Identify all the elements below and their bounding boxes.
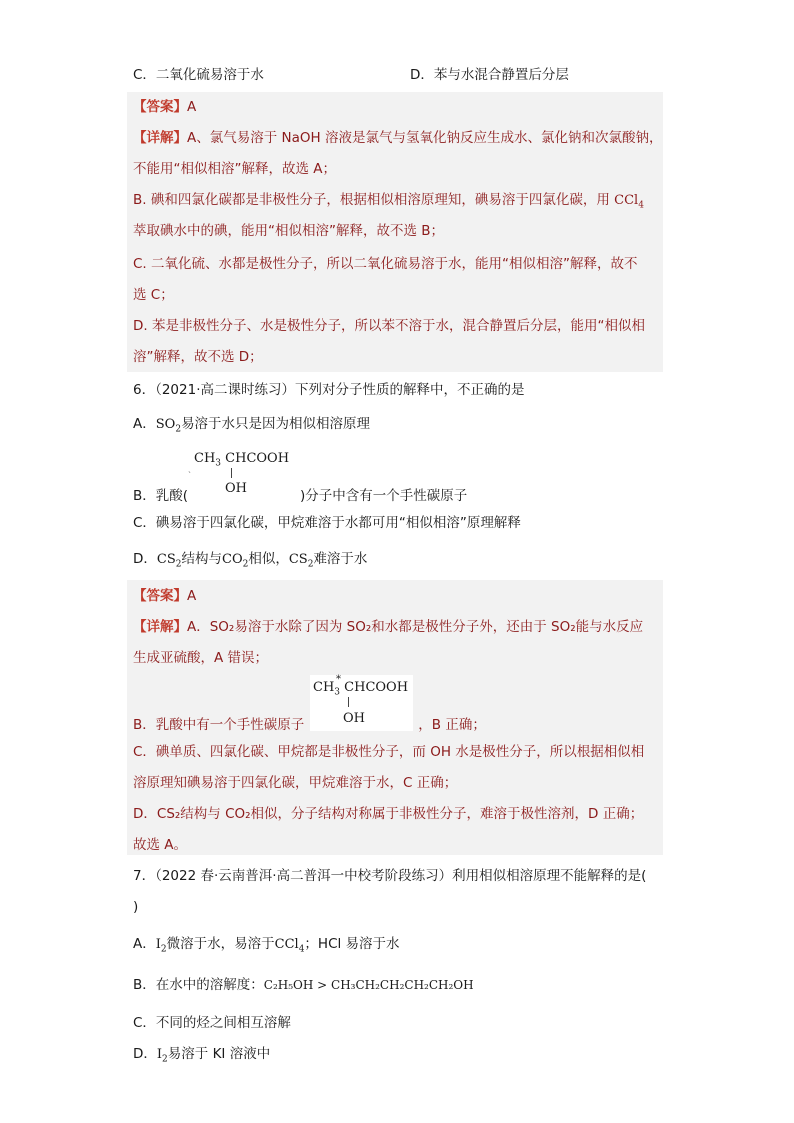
q5-detail-4: 萃取碘水中的碘，能用“相似相溶”解释，故不选 B； xyxy=(133,223,445,239)
q5-answer: 【答案】A xyxy=(133,99,197,115)
q6-option-b: B．乳酸( )分子中含有一个手性碳原子 xyxy=(133,488,468,504)
q6-detail-7: 故选 A。 xyxy=(133,837,188,853)
q6-detail-5: 溶原理知碘易溶于四氯化碳，甲烷难溶于水，C 正确； xyxy=(133,775,458,791)
q7-option-d: D．$I_2$易溶于 KI 溶液中 xyxy=(133,1046,271,1065)
q6-answer-chiral-star: * xyxy=(336,674,341,685)
q6-lactic-acid-structure-bottom: OH xyxy=(225,481,247,496)
q5-detail-1: 【详解】A、氯气易溶于 NaOH 溶液是氯气与氢氧化钠反应生成水、氯化钠和次氯酸钠， xyxy=(133,130,663,146)
q6-answer-structure-top: $CH_3$ CHCOOH xyxy=(313,680,409,698)
q6-detail-4: C．碘单质、四氯化碳、甲烷都是非极性分子，而 OH 水是极性分子，所以根据相似相 xyxy=(133,744,645,760)
q6-detail-3: B．乳酸中有一个手性碳原子 ，B 正确； xyxy=(133,717,486,733)
q6-detail-2: 生成亚硫酸，A 错误； xyxy=(133,650,269,666)
q5-option-c: C．二氧化硫易溶于水 xyxy=(133,67,264,83)
q6-lactic-acid-structure-top: $CH_3$ CHCOOH xyxy=(194,451,290,469)
q6-answer-bond-line xyxy=(348,697,349,707)
q7-stem-line-1: 7．（2022 春·云南普洱·高二普洱一中校考阶段练习）利用相似相溶原理不能解释的是( xyxy=(133,868,647,884)
q5-detail-5: C. 二氧化硫、水都是极性分子，所以二氧化硫易溶于水，能用“相似相溶”解释，故不 xyxy=(133,256,638,272)
q7-option-c: C．不同的烃之间相互溶解 xyxy=(133,1015,291,1031)
q6-chiral-mark: ˴ xyxy=(188,467,191,477)
q5-option-d: D．苯与水混合静置后分层 xyxy=(410,67,569,83)
q5-detail-3: B. 碘和四氯化碳都是非极性分子，根据相似相溶原理知，碘易溶于四氯化碳，用 CCl$_4$ xyxy=(133,192,644,211)
q6-option-d: D．$CS_2$结构与$CO_2$相似，$CS_2$难溶于水 xyxy=(133,551,368,570)
q6-bond-line xyxy=(231,468,232,478)
q5-detail-2: 不能用“相似相溶”解释，故选 A； xyxy=(133,161,337,177)
q5-detail-6: 选 C； xyxy=(133,287,174,303)
q7-stem-line-2: ) xyxy=(133,899,139,915)
q6-answer: 【答案】A xyxy=(133,588,197,604)
q6-stem: 6．（2021·高二课时练习）下列对分子性质的解释中，不正确的是 xyxy=(133,382,525,398)
q6-option-a: A．$SO_2$易溶于水只是因为相似相溶原理 xyxy=(133,416,371,435)
q6-detail-6: D．CS₂结构与 CO₂相似，分子结构对称属于非极性分子，难溶于极性溶剂，D 正确； xyxy=(133,806,644,822)
q6-option-c: C．碘易溶于四氯化碳，甲烷难溶于水都可用“相似相溶”原理解释 xyxy=(133,515,521,531)
q5-detail-7: D. 苯是非极性分子、水是极性分子，所以苯不溶于水，混合静置后分层，能用“相似相 xyxy=(133,318,645,334)
q7-option-a: A．$I_2$微溶于水，易溶于CCl$_4$；HCl 易溶于水 xyxy=(133,936,400,955)
q5-detail-8: 溶”解释，故不选 D； xyxy=(133,349,263,365)
q6-answer-structure-bottom: OH xyxy=(343,711,365,726)
q6-detail-1: 【详解】A．SO₂易溶于水除了因为 SO₂和水都是极性分子外，还由于 SO₂能与水反应 xyxy=(133,619,644,635)
q7-option-b: B．在水中的溶解度：C₂H₅OH > CH₃CH₂CH₂CH₂CH₂OH xyxy=(133,977,474,993)
